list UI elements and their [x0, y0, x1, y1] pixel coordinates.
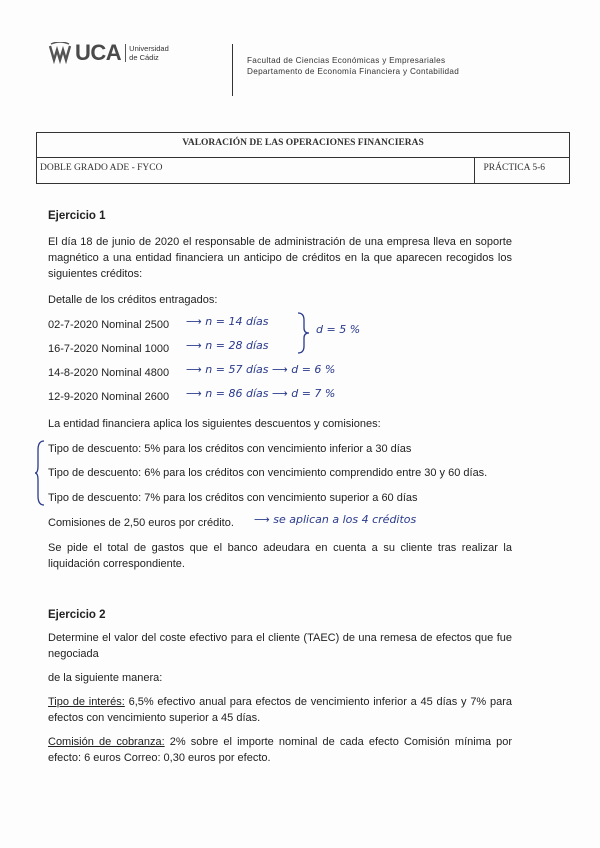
exercise-1-question: Se pide el total de gastos que el banco adeudara en cuenta a su cliente tras realizar la liquidación correspondiente.: [48, 542, 512, 570]
logo-text: UCA: [75, 40, 122, 65]
header-divider: [232, 44, 233, 96]
exercise-2-heading: Ejercicio 2: [48, 609, 106, 621]
brace-icon: [296, 312, 310, 354]
title-box-divider: [474, 157, 475, 183]
document-title: VALORACIÓN DE LAS OPERACIONES FINANCIERAS: [182, 138, 424, 148]
handwritten-note: ⟶ n = 28 días: [186, 339, 269, 352]
credits-detail-label: Detalle de los créditos entragados:: [48, 294, 218, 306]
handwritten-rate: d = 5 %: [316, 323, 361, 336]
uca-logo-icon: [48, 42, 72, 64]
collection-commission-text: Comisión de cobranza: 2% sobre el importe nominal de cada efecto Comisión mínima por efecto: 6 euros Correo: 0,30 euros por efecto.: [48, 736, 512, 764]
handwritten-note: ⟶ n = 14 días: [186, 315, 269, 328]
degree-label: DOBLE GRADO ADE - FYCO: [40, 163, 163, 173]
handwritten-note: ⟶ n = 86 días ⟶ d = 7 %: [186, 387, 336, 400]
handwritten-note: ⟶ n = 57 días ⟶ d = 6 %: [186, 363, 336, 376]
credit-row: 14-8-2020 Nominal 4800: [48, 367, 170, 379]
brace-icon: [34, 440, 46, 506]
collection-label: Comisión de cobranza:: [48, 736, 165, 748]
discount-rule: Tipo de descuento: 7% para los créditos con vencimiento superior a 60 días: [48, 492, 418, 504]
university-logo: [48, 40, 169, 66]
credit-row: 12-9-2020 Nominal 2600: [48, 391, 170, 403]
university-name: Universidad de Cádiz: [125, 44, 169, 62]
credit-row: 16-7-2020 Nominal 1000: [48, 343, 170, 355]
practice-label: PRÁCTICA 5-6: [483, 163, 545, 173]
exercise-1-heading: Ejercicio 1: [48, 210, 106, 222]
credit-row: 02-7-2020 Nominal 2500: [48, 319, 170, 331]
title-box: [36, 132, 570, 184]
discounts-intro: La entidad financiera aplica los siguientes descuentos y comisiones:: [48, 418, 381, 430]
discount-rule: Tipo de descuento: 6% para los créditos con vencimiento comprendido entre 30 y 60 días.: [48, 467, 488, 479]
exercise-2-intro: Determine el valor del coste efectivo para el cliente (TAEC) de una remesa de efectos que fue negociada: [48, 632, 512, 660]
discount-rule: Tipo de descuento: 5% para los créditos con vencimiento inferior a 30 días: [48, 443, 412, 455]
exercise-2-manner: de la siguiente manera:: [48, 672, 163, 684]
faculty-name: Facultad de Ciencias Económicas y Empresariales Departamento de Economía Financiera y Contabilidad: [247, 56, 460, 76]
exercise-1-intro: El día 18 de junio de 2020 el responsable de administración de una empresa lleva en soporte magnético a una entidad financiera un anticipo de créditos en la que aparecen recogidos los siguientes créditos:: [48, 236, 512, 280]
interest-label: Tipo de interés:: [48, 696, 125, 708]
title-rule: [37, 157, 569, 158]
handwritten-note: ⟶ se aplican a los 4 créditos: [254, 513, 417, 526]
commission-text: Comisiones de 2,50 euros por crédito.: [48, 517, 234, 529]
interest-rate-text: Tipo de interés: 6,5% efectivo anual para efectos de vencimiento inferior a 45 días y 7% para efectos con vencimiento superior a 45 días.: [48, 696, 512, 724]
